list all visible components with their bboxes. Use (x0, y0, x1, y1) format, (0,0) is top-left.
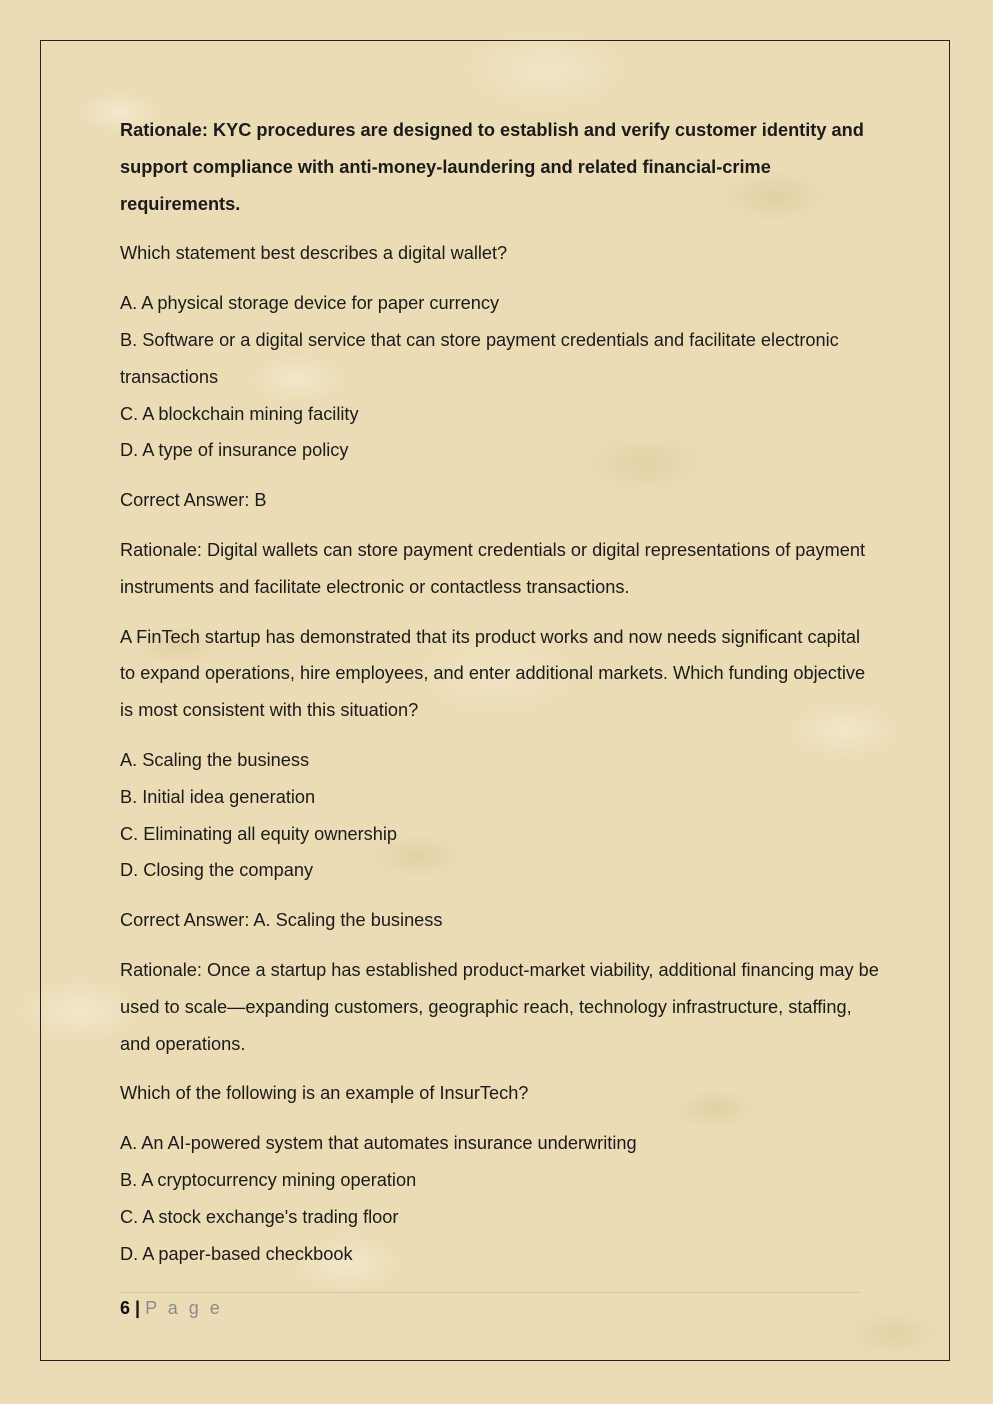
answer-option: D. Closing the company (120, 860, 314, 881)
answer-option: A. Scaling the business (120, 749, 310, 770)
document-body (120, 112, 880, 1285)
answer-option: B. Software or a digital service that can store payment credentials and facilitate electronic transactions (120, 329, 839, 387)
answer-option: B. A cryptocurrency mining operation (120, 1169, 417, 1190)
paragraph: Which of the following is an example of InsurTech? (120, 1083, 529, 1104)
page-separator: | (135, 1298, 141, 1318)
paragraph: Correct Answer: B (120, 490, 267, 511)
answer-option: A. A physical storage device for paper currency (120, 293, 500, 314)
paragraph: Correct Answer: A. Scaling the business (120, 910, 443, 931)
answer-option: D. A type of insurance policy (120, 440, 349, 461)
paragraph: A FinTech startup has demonstrated that its product works and now needs significant capital to expand operations, hire employees, and enter additional markets. Which funding objective is most consistent with this situation? (120, 626, 866, 721)
answer-option: C. A blockchain mining facility (120, 403, 359, 424)
page-number: 6 (120, 1298, 131, 1318)
answer-option: A. An AI-powered system that automates insurance underwriting (120, 1133, 637, 1154)
rationale-paragraph: Rationale: KYC procedures are designed to establish and verify customer identity and support compliance with anti-money-laundering and related financial-crime requirements. (120, 120, 864, 214)
paragraph: Rationale: Digital wallets can store payment credentials or digital representations of payment instruments and facilitate electronic or contactless transactions. (120, 539, 866, 597)
paragraph: Rationale: Once a startup has established product-market viability, additional financing may be used to scale—expanding customers, geographic reach, technology infrastructure, staffing, and operations. (120, 959, 879, 1054)
page-label: P a g e (145, 1298, 223, 1318)
answer-options (120, 285, 880, 469)
answer-option: D. A paper-based checkbook (120, 1243, 353, 1264)
answer-option: B. Initial idea generation (120, 786, 316, 807)
answer-option: C. Eliminating all equity ownership (120, 823, 397, 844)
answer-option: C. A stock exchange's trading floor (120, 1206, 399, 1227)
answer-options (120, 1125, 880, 1272)
paragraph: Which statement best describes a digital wallet? (120, 243, 508, 264)
page-footer (120, 1292, 860, 1323)
answer-options (120, 742, 880, 889)
